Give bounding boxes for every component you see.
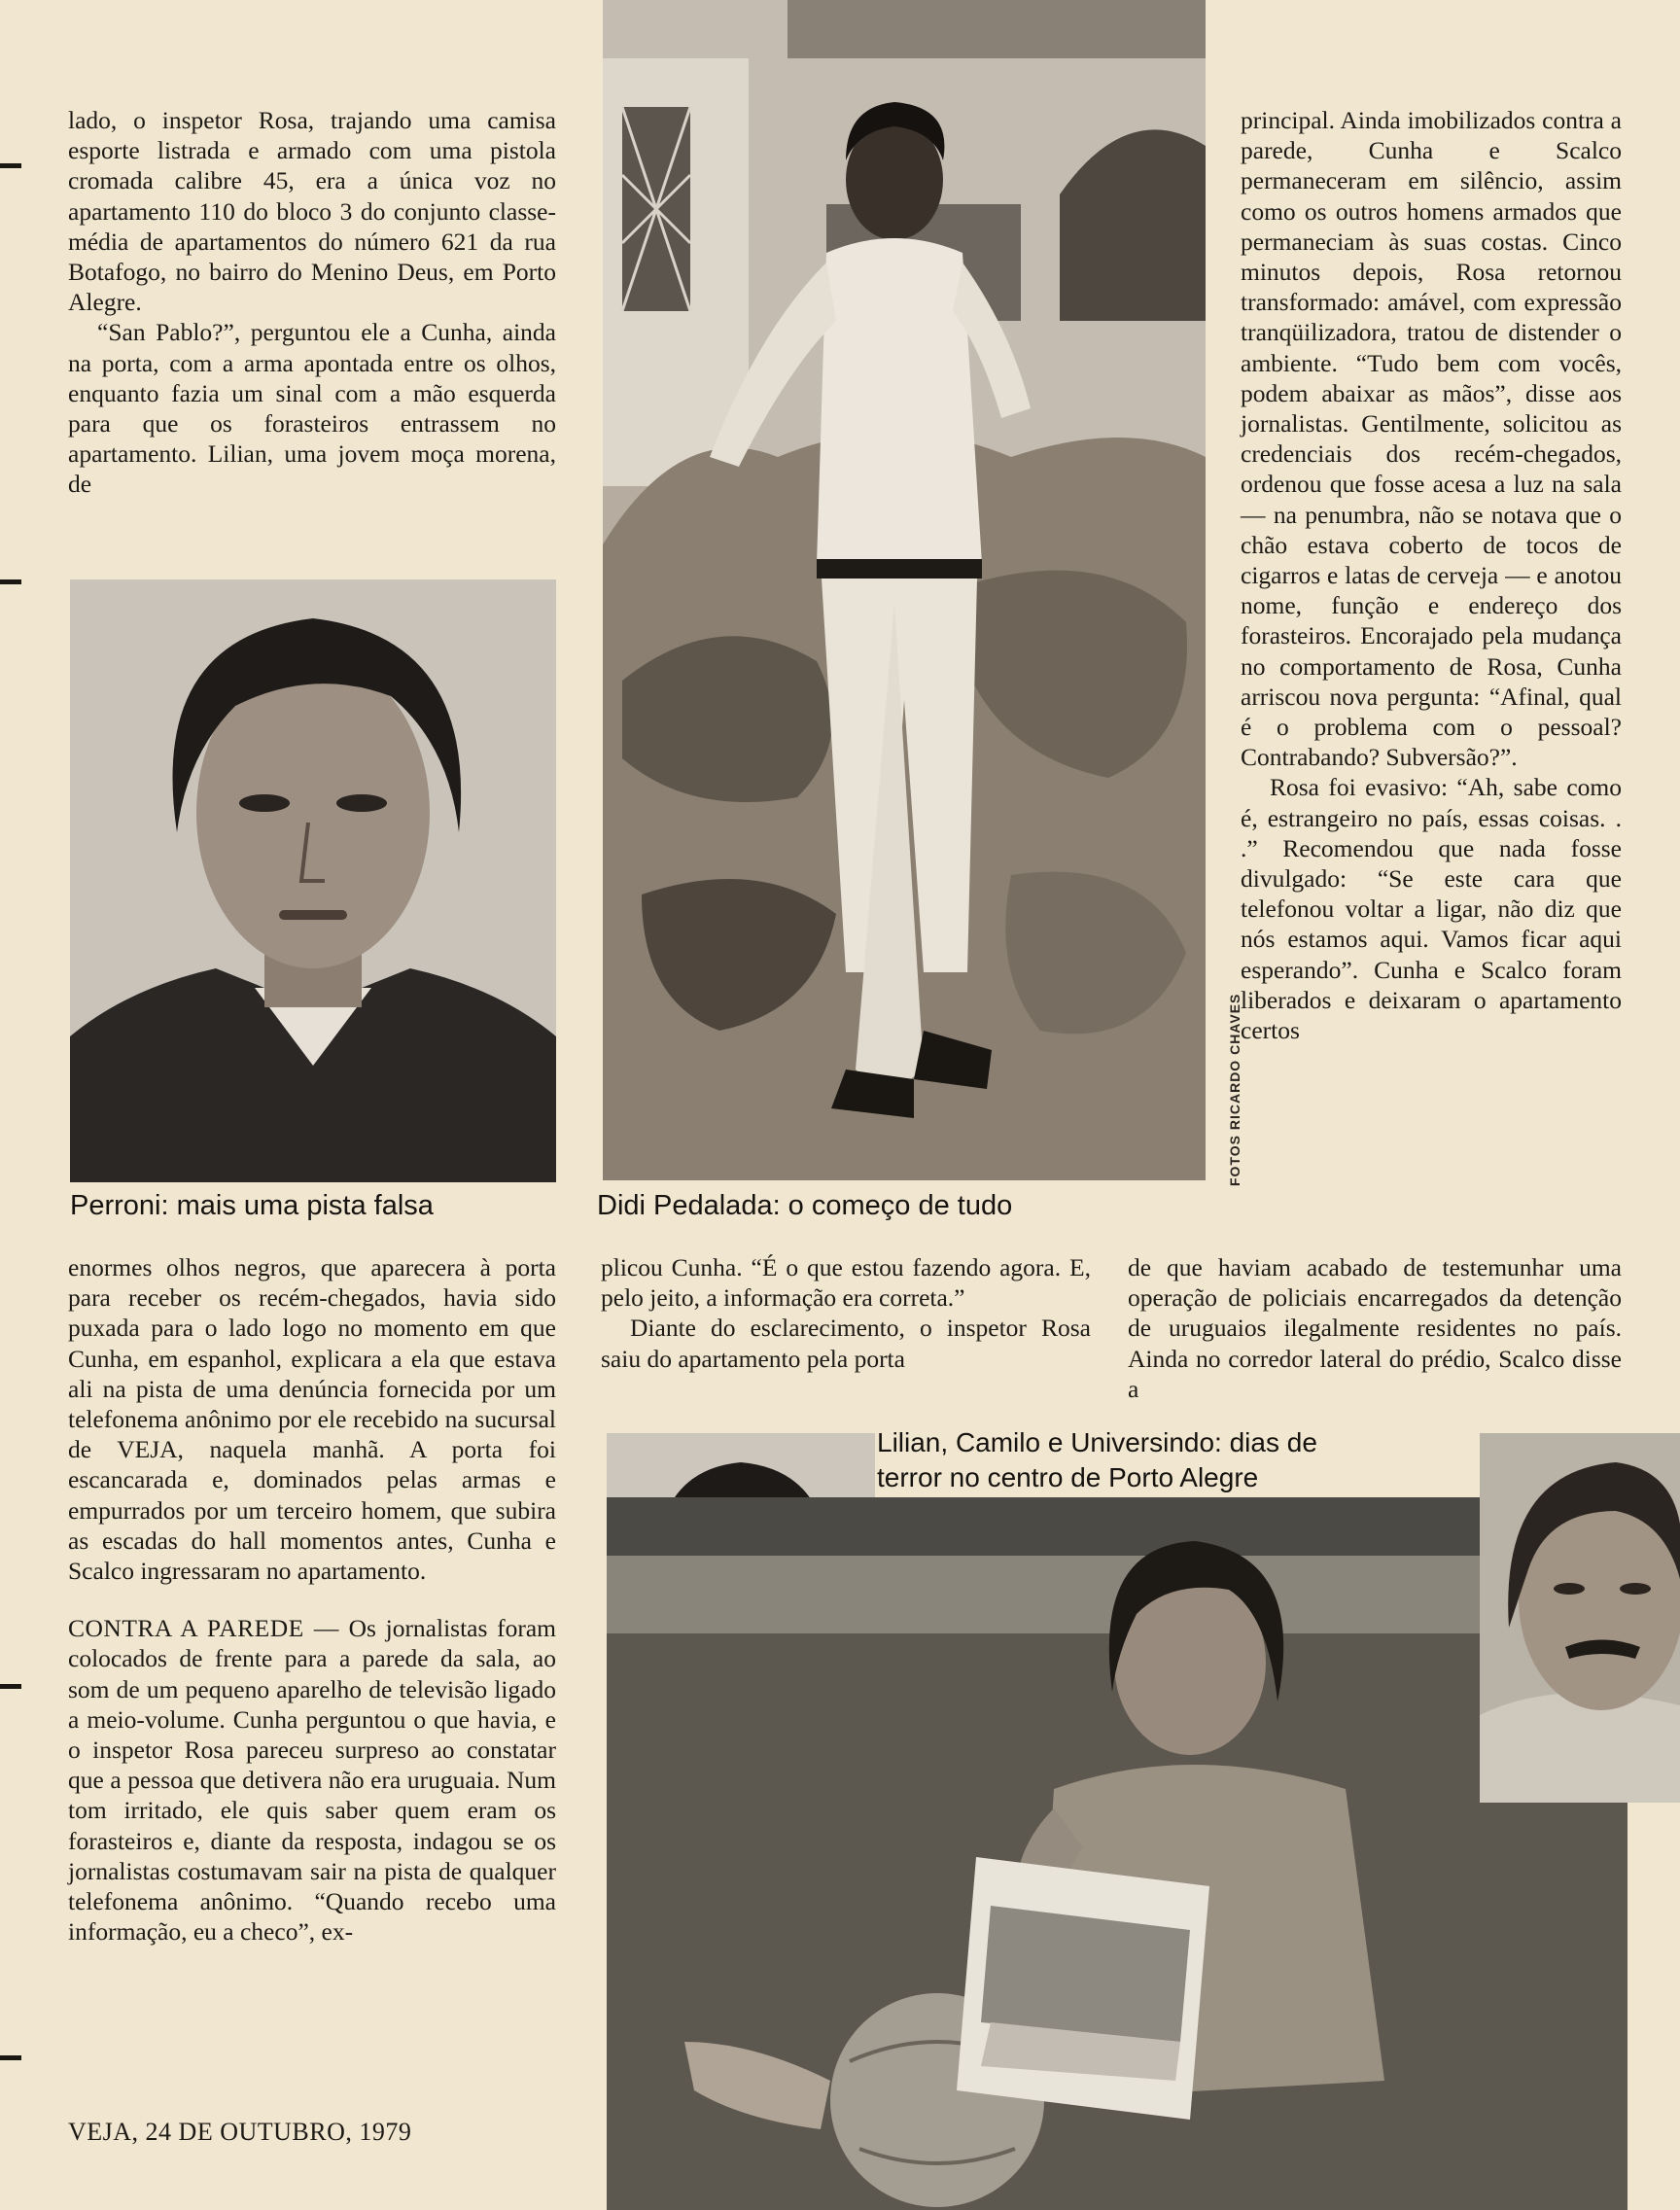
paragraph: enormes olhos negros, que aparecera à porta para receber os recém-chegados, havia sido puxada para o lado logo no momento em que Cunha, em espanhol, explicara a ela que estava ali na pista de uma denúncia fornecida por um telefonema anônimo por ele recebido na sucursal de VEJA, naquela manhã. A porta foi escancarada e, dominados pelas armas e empurrados por um terceiro homem, que subira as escadas do hall momentos antes, Cunha e Scalco ingressaram no apartamento.	[68, 1253, 556, 1586]
didi-pedalada-photo	[603, 0, 1206, 1180]
perroni-caption: Perroni: mais uma pista falsa	[70, 1190, 434, 1221]
column-2-bottom	[601, 1252, 1091, 1374]
camilo-photo	[607, 1497, 1628, 2210]
column-3-top	[1241, 105, 1622, 1045]
family-caption: Lilian, Camilo e Universindo: dias de terror no centro de Porto Alegre	[877, 1427, 1317, 1492]
column-3-bottom	[1128, 1252, 1622, 1404]
paragraph	[68, 1613, 556, 1947]
didi-caption: Didi Pedalada: o começo de tudo	[597, 1190, 1013, 1221]
paragraph: Diante do esclarecimento, o inspetor Rosa saiu do apartamento pela porta	[601, 1314, 1091, 1373]
paragraph-text: Os jornalistas foram colocados de frente para a parede da sala, ao som de um pequeno aparelho de televisão ligado a meio-volume. Cunha perguntou o que havia, e o inspetor Rosa pareceu surpreso ao constatar que a pessoa que detivera não era uruguaia. Num tom irritado, ele quis saber quem eram os forasteiros e, diante da resposta, indagou se os jornalistas costumavam sair na pista de qualquer telefonema anônimo. “Quando recebo uma informação, eu a checo”, ex-	[68, 1614, 556, 1947]
column-1-top	[68, 105, 556, 500]
paragraph: Rosa foi evasivo: “Ah, sabe como é, estrangeiro no país, essas coisas. . .” Recomendou que nada fosse divulgado: “Se este cara que telefonou voltar a ligar, não diz que nós estamos aqui. Vamos ficar aqui esperando”. Cunha e Scalco foram liberados e deixaram o apartamento certos	[1241, 773, 1622, 1045]
paragraph: plicou Cunha. “É o que estou fazendo agora. E, pelo jeito, a informação era correta.”	[601, 1253, 1091, 1313]
paragraph: de que haviam acabado de testemunhar uma operação de policiais encarregados da detenção de uruguaios ilegalmente residentes no país. Ainda no corredor lateral do prédio, Scalco disse a	[1128, 1253, 1622, 1403]
subhead: CONTRA A PAREDE —	[68, 1614, 339, 1643]
universindo-photo	[1480, 1433, 1680, 1803]
paragraph: lado, o inspetor Rosa, trajando uma camisa esporte listrada e armado com uma pistola cromada calibre 45, era a única voz no apartamento 110 do bloco 3 do conjunto classe-média de apartamentos do número 621 da rua Botafogo, no bairro do Menino Deus, em Porto Alegre.	[68, 106, 556, 317]
issue-footer: VEJA, 24 DE OUTUBRO, 1979	[68, 2118, 412, 2146]
photo-credit: FOTOS RICARDO CHAVES	[1227, 993, 1242, 1186]
paragraph: “San Pablo?”, perguntou ele a Cunha, ainda na porta, com a arma apontada entre os olhos, enquanto fazia um sinal com a mão esquerda para que os forasteiros entrassem no apartamento. Lilian, uma jovem moça morena, de	[68, 318, 556, 499]
paragraph: principal. Ainda imobilizados contra a parede, Cunha e Scalco permaneceram em silêncio, assim como os outros homens armados que permaneciam às suas costas. Cinco minutos depois, Rosa retornou transformado: amável, com expressão tranqüilizadora, tratou de distender o ambiente. “Tudo bem com vocês, podem abaixar as mãos”, disse aos jornalistas. Gentilmente, solicitou as credenciais dos recém-chegados, ordenou que fosse acesa a luz na sala — na penumbra, não se notava que o chão estava coberto de tocos de cigarros e latas de cerveja — e anotou nome, função e endereço dos forasteiros. Encorajado pela mudança no comportamento de Rosa, Cunha arriscou nova pergunta: “Afinal, qual é o problema com o pessoal? Contrabando? Subversão?”.	[1241, 106, 1622, 772]
column-1-bottom	[68, 1252, 556, 1947]
perroni-photo	[70, 579, 556, 1182]
